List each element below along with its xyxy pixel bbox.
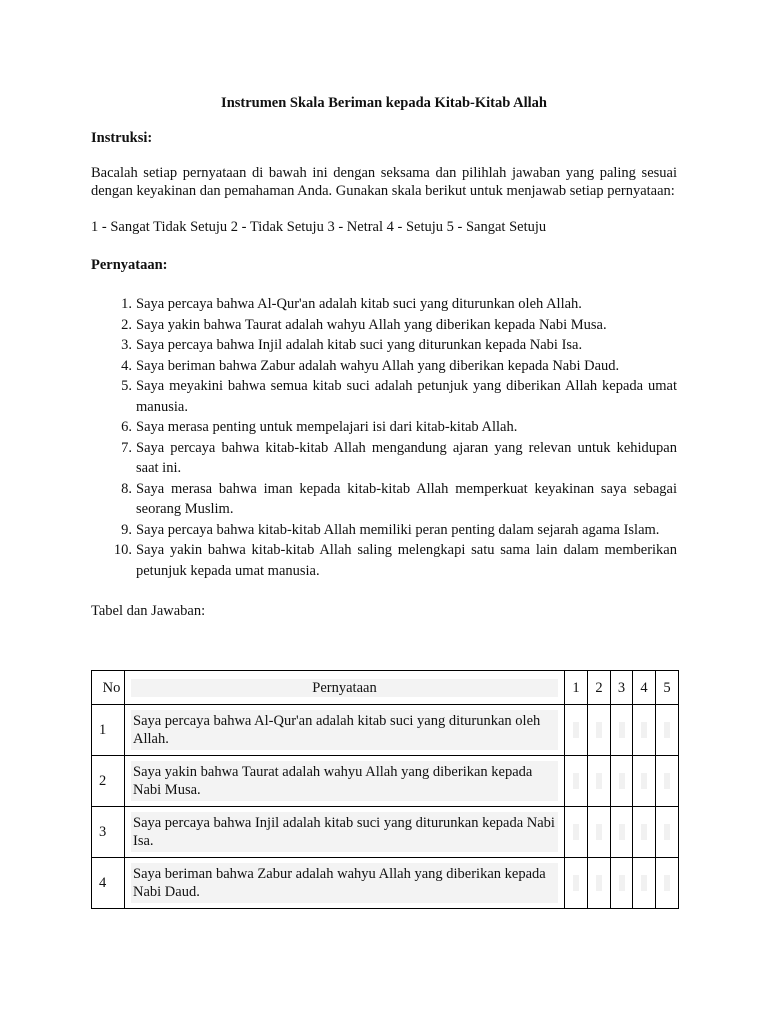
statement-item [91, 520, 677, 541]
statement-item [91, 540, 677, 581]
answer-field[interactable] [664, 773, 670, 789]
statement-item [91, 479, 677, 520]
answer-field[interactable] [619, 722, 625, 738]
statement-number: 1. [121, 296, 132, 312]
statement-text: Saya yakin bahwa kitab-kitab Allah saling melengkapi satu sama lain dalam memberikan petunjuk kepada umat manusia. [136, 542, 677, 579]
statement-number: 5. [121, 378, 132, 394]
answer-cell-4[interactable] [633, 807, 656, 858]
header-no: No [92, 671, 125, 705]
statement-item [91, 417, 677, 438]
header-scale-3: 3 [611, 671, 633, 705]
answer-field[interactable] [573, 875, 579, 891]
answer-field[interactable] [596, 824, 602, 840]
answer-cell-3[interactable] [611, 807, 633, 858]
table-title: Tabel dan Jawaban: [91, 603, 206, 619]
answer-cell-4[interactable] [633, 756, 656, 807]
statement-text: Saya percaya bahwa kitab-kitab Allah mengandung ajaran yang relevan untuk kehidupan saat ini. [136, 439, 677, 476]
statement-text: Saya yakin bahwa Taurat adalah wahyu Allah yang diberikan kepada Nabi Musa. [136, 316, 607, 333]
answer-field[interactable] [664, 722, 670, 738]
answer-cell-4[interactable] [633, 858, 656, 909]
answer-cell-1[interactable] [565, 858, 588, 909]
header-scale-2: 2 [588, 671, 611, 705]
answer-cell-5[interactable] [656, 858, 679, 909]
statement-number: 7. [121, 439, 132, 456]
table-row [92, 756, 679, 807]
table-row [92, 807, 679, 858]
header-scale-4: 4 [633, 671, 656, 705]
row-number: 3 [92, 807, 125, 858]
header-statement [125, 671, 565, 705]
statement-text: Saya merasa penting untuk mempelajari isi dari kitab-kitab Allah. [136, 419, 518, 435]
row-statement [125, 807, 565, 858]
document-title: Instrumen Skala Beriman kepada Kitab-Kitab Allah [221, 95, 547, 111]
answer-cell-3[interactable] [611, 756, 633, 807]
answer-field[interactable] [641, 875, 647, 891]
answer-cell-1[interactable] [565, 807, 588, 858]
answer-table [91, 670, 679, 909]
statement-number: 2. [121, 316, 132, 333]
table-header-row [92, 671, 679, 705]
statement-number: 4. [121, 357, 132, 374]
answer-field[interactable] [573, 773, 579, 789]
statement-text: Saya beriman bahwa Zabur adalah wahyu Allah yang diberikan kepada Nabi Daud. [136, 357, 620, 374]
statement-text: Saya percaya bahwa kitab-kitab Allah memiliki peran penting dalam sejarah agama Islam. [136, 521, 660, 538]
statement-number: 10. [113, 542, 132, 558]
row-statement-text: Saya percaya bahwa Al-Qur'an adalah kitab suci yang diturunkan oleh Allah. [131, 710, 558, 750]
table-row [92, 705, 679, 756]
answer-field[interactable] [641, 773, 647, 789]
scale-legend: 1 - Sangat Tidak Setuju 2 - Tidak Setuju 3 - Netral 4 - Setuju 5 - Sangat Setuju [91, 219, 547, 235]
statement-text: Saya percaya bahwa Injil adalah kitab suci yang diturunkan kepada Nabi Isa. [136, 337, 583, 353]
answer-cell-2[interactable] [588, 858, 611, 909]
answer-field[interactable] [641, 722, 647, 738]
answer-cell-1[interactable] [565, 756, 588, 807]
header-statement-label: Pernyataan [131, 679, 558, 697]
statement-number: 8. [121, 480, 132, 497]
answer-cell-5[interactable] [656, 756, 679, 807]
header-scale-5: 5 [656, 671, 679, 705]
row-number: 1 [92, 705, 125, 756]
statement-number: 9. [121, 521, 132, 538]
answer-field[interactable] [664, 824, 670, 840]
answer-field[interactable] [664, 875, 670, 891]
row-number: 2 [92, 756, 125, 807]
answer-cell-4[interactable] [633, 705, 656, 756]
statement-item [91, 294, 677, 315]
statement-number: 3. [121, 337, 132, 353]
statement-text: Saya meyakini bahwa semua kitab suci adalah petunjuk yang diberikan Allah kepada umat manusia. [136, 378, 677, 415]
statement-item [91, 335, 677, 356]
statement-item [91, 438, 677, 479]
answer-field[interactable] [641, 824, 647, 840]
header-scale-1: 1 [565, 671, 588, 705]
row-statement [125, 858, 565, 909]
answer-cell-5[interactable] [656, 705, 679, 756]
answer-field[interactable] [596, 773, 602, 789]
answer-cell-2[interactable] [588, 705, 611, 756]
answer-field[interactable] [596, 722, 602, 738]
row-statement-text: Saya percaya bahwa Injil adalah kitab suci yang diturunkan kepada Nabi Isa. [131, 812, 558, 852]
answer-cell-3[interactable] [611, 858, 633, 909]
row-statement [125, 705, 565, 756]
statement-list [91, 294, 677, 581]
row-statement-text: Saya yakin bahwa Taurat adalah wahyu Allah yang diberikan kepada Nabi Musa. [131, 761, 558, 801]
answer-field[interactable] [619, 875, 625, 891]
statement-number: 6. [121, 419, 132, 435]
statement-item [91, 376, 677, 417]
answer-cell-2[interactable] [588, 807, 611, 858]
answer-field[interactable] [619, 824, 625, 840]
document-page [91, 93, 677, 900]
answer-field[interactable] [573, 722, 579, 738]
instruksi-paragraph: Bacalah setiap pernyataan di bawah ini dengan seksama dan pilihlah jawaban yang paling sesuai dengan keyakinan dan pemahaman Anda. Gunakan skala berikut untuk menjawab setiap pernyataan: [91, 165, 677, 199]
answer-cell-2[interactable] [588, 756, 611, 807]
table-row [92, 858, 679, 909]
answer-cell-1[interactable] [565, 705, 588, 756]
statement-text: Saya percaya bahwa Al-Qur'an adalah kitab suci yang diturunkan oleh Allah. [136, 296, 582, 312]
answer-field[interactable] [619, 773, 625, 789]
answer-field[interactable] [573, 824, 579, 840]
statement-text: Saya merasa bahwa iman kepada kitab-kitab Allah memperkuat keyakinan saya sebagai seorang Muslim. [136, 480, 677, 517]
row-number: 4 [92, 858, 125, 909]
statement-item [91, 356, 677, 377]
row-statement [125, 756, 565, 807]
row-statement-text: Saya beriman bahwa Zabur adalah wahyu Allah yang diberikan kepada Nabi Daud. [131, 863, 558, 903]
answer-field[interactable] [596, 875, 602, 891]
answer-cell-3[interactable] [611, 705, 633, 756]
answer-cell-5[interactable] [656, 807, 679, 858]
statement-item [91, 315, 677, 336]
pernyataan-heading: Pernyataan: [91, 257, 168, 273]
instruksi-heading: Instruksi: [91, 130, 153, 146]
